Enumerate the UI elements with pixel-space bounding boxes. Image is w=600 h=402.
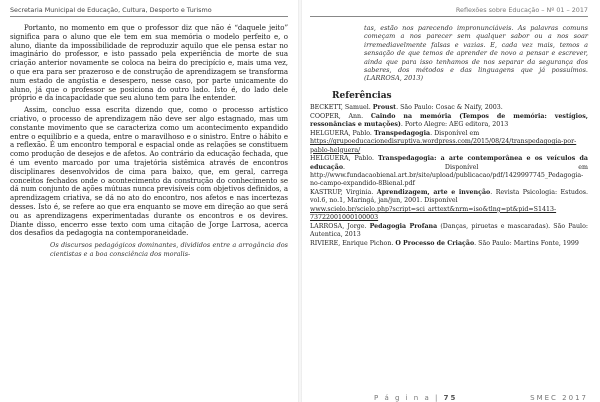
block-quote: Os discursos pedagógicos dominantes, divididos entre a arrogância dos cientistas e a boa consciência dos moralis-: [50, 241, 288, 258]
publisher-label: SMEC 2017: [530, 394, 588, 402]
references-title: Referências: [332, 90, 392, 101]
reference-link[interactable]: https://grupoeducacionedisruptiva.wordpress.com/2015/08/24/transpedagogia-por-pablo-helguera/: [310, 138, 577, 154]
reference-link[interactable]: www.scielo.br/scielo.php?script=sci_arttext&nrm=iso&tlng=pt&pid=S1413-73722001000100003: [310, 205, 557, 222]
block-quote-continued: tas, estão nos parecendo impronunciáveis. As palavras comuns começam a nos parecer sem qualquer sabor ou a nos soar irremediavelmente falsas e vazias. E, cada vez mais, temos a sensação de que temos de aprender de novo a pensar e escrever, ainda que para isso tenhamos de nos separar da segurança dos saberes, dos métodos e das linguagens que já possuímos. (LARROSA, 2013): [364, 24, 588, 83]
reference-item: RIVIERE, Enrique Pichon. O Processo de Criação. São Paulo: Martins Fonte, 1999: [310, 239, 579, 247]
right-page-header: Reflexões sobre Educação – Nº 01 – 2017: [310, 6, 588, 17]
reference-item: HELGUERA, Pablo. Transpedagogia: a arte contemporânea e os veículos da educação. Disponível em http://www.fundacaobienal.art.br/site/upload/publicacao/pdf/1429997745_Pedagogia-no-campo-expandido-8Bienal.pdf: [310, 155, 588, 188]
paragraph: Portanto, no momento em que o professor diz que não é “daquele jeito” significa para o aluno que ele tem em sua memória o modelo perfeito e, o aluno, diante da impossibilidade de reproduzir aquilo que ele pensa estar no imaginário do professor, e isto passado pela experiência de morte de sua criação anterior novamente se coloca na beira do precipício e, mais uma vez, o que era para ser prazeroso e de construção de aprendizagem se transforma num estado de angústia e desespero, nesse caso, por parte unicamente do aluno, já que o professor se posiciona do outro lado. Isto é, do lado dele próprio e da incapacidade que seu aluno tem para lhe entender.: [10, 23, 288, 103]
left-page-header: Secretaria Municipal de Educação, Cultura, Desporto e Turismo: [10, 6, 288, 17]
reference-item: HELGUERA, Pablo. Transpedagogia. Disponível em: [310, 129, 480, 137]
page-number-label: P á g i n a | 75: [374, 394, 458, 402]
page-number: 75: [443, 394, 458, 402]
reference-item: COOPER, Ann. Caindo na memória (Tempos de memória: vestígios, ressonâncias e mutações). Porto Alegre: AEG editora, 2013: [310, 112, 588, 128]
left-page: [0, 0, 296, 402]
page-gutter: [298, 0, 302, 402]
paragraph: Assim, concluo essa escrita dizendo que, como o processo artístico criativo, o processo de aprendizagem não deve ser algo estagnado, mas um constante movimento que se caracteriza como um acontecimento expandido entre o equilíbrio e a queda, entre o maravilhoso e o sinistro. Entre o hábito e a reflexão. É um encontro temporal e espacial onde as relações se constituem como produção de desejos e de afetos. Ao contrário da educação fechada, que é um evento marcado por uma trajetória sistêmica através de encontros disciplinares desenvolvidos de cima para baixo, que, em geral, carrega conceitos fechados onde o acontecimento da construção do conhecimento se dá num conjunto de ações mútuas nunca previsíveis com objetivos definidos, a aprendizagem criativa, se dá no ato do encontro, nos afetos e nas incertezas desses. Isto é, se refere ao que era enquanto se move em direção ao que será ou as aprendizagens experimentadas durante os encontros e os devires. Diante disso, encerro esse texto com uma citação de Jorge Larrosa, acerca dos desafios da pedagogia na contemporaneidade.: [10, 105, 288, 238]
reference-item: LARROSA, Jorge. Pedagogia Profana (Danças, piruetas e mascaradas). São Paulo: Autentica, 2013: [310, 222, 588, 239]
right-page: [304, 0, 600, 402]
reference-item: KASTRUP, Virginia. Aprendizagem, arte e invenção. Revista Psicologia: Estudos. vol.6, no.1, Maringá, jan/jun, 2001. Disponível: [310, 188, 588, 205]
reference-item: BECKETT, Samuel. Proust. São Paulo: Cosac & Naify, 2003.: [310, 103, 503, 111]
